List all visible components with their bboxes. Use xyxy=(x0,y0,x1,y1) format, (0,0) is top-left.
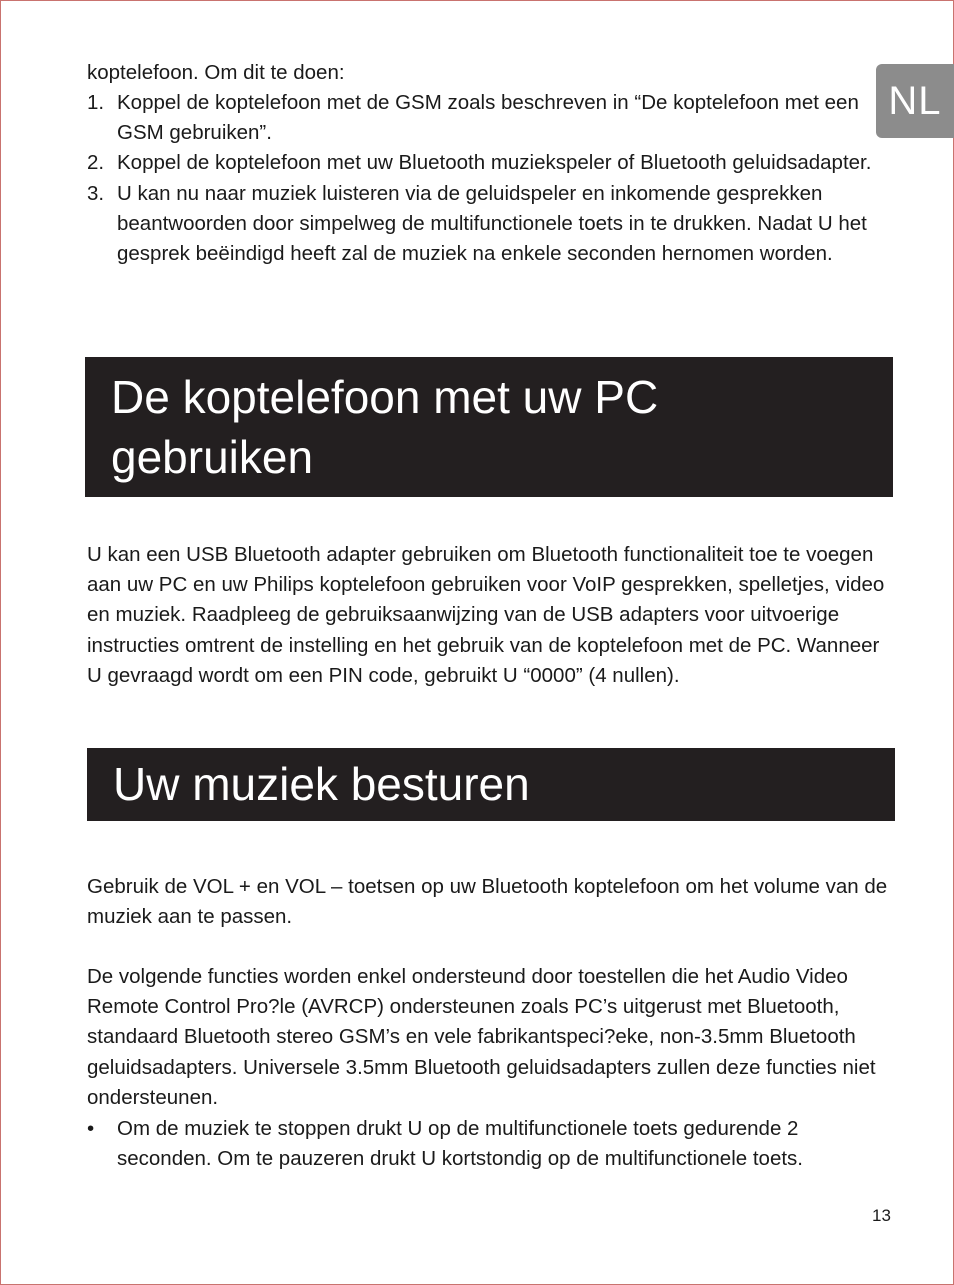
list-item xyxy=(87,179,897,270)
list-marker: 1. xyxy=(87,91,105,114)
list-item xyxy=(87,88,897,148)
list-marker: 3. xyxy=(87,181,105,205)
section-title: Uw muziek besturen xyxy=(113,758,530,810)
section-header-pc xyxy=(85,357,893,497)
bullet-list xyxy=(87,1114,897,1174)
language-tab: NL xyxy=(876,64,954,138)
list-item-text: Koppel de koptelefoon met de GSM zoals beschreven in “De koptelefoon met een GSM gebruiken”. xyxy=(117,91,859,145)
section-music-para2: De volgende functies worden enkel ondersteund door toestellen die het Audio Video Remote Control Pro?le (AVRCP) ondersteunen zoals PC’s uitgerust met Bluetooth, standaard Bluetooth stereo GSM’s en vele fabrikantspeci?eke, non-3.5mm Bluetooth geluidsadapters. Universele 3.5mm Bluetooth geluidsadapters zullen deze functies niet ondersteunen. xyxy=(87,965,876,1109)
section-title-line: gebruiken xyxy=(111,431,314,483)
list-item xyxy=(87,1114,897,1174)
section-header-music xyxy=(87,748,895,821)
section-title-line: De koptelefoon met uw PC xyxy=(111,371,659,423)
list-item-text: Koppel de koptelefoon met uw Bluetooth muziekspeler of Bluetooth geluidsadapter. xyxy=(117,151,872,175)
bullet-marker: • xyxy=(87,1117,95,1140)
list-item-text: Om de muziek te stoppen drukt U op de multifunctionele toets gedurende 2 seconden. Om te pauzeren drukt U kortstondig op de multifunctionele toets. xyxy=(117,1117,803,1171)
list-item-text: U kan nu naar muziek luisteren via de geluidspeler en inkomende gesprekken beantwoorden door simpelweg de multifunctionele toets in te drukken. Nadat U het gesprek beëindigd heeft zal de muziek na enkele seconden hernomen worden. xyxy=(117,181,867,266)
list-item xyxy=(87,148,897,178)
steps-list xyxy=(87,88,897,269)
list-marker: 2. xyxy=(87,151,105,175)
section-music-para1: Gebruik de VOL + en VOL – toetsen op uw Bluetooth koptelefoon om het volume van de muziek aan te passen. xyxy=(87,875,888,929)
section-pc-body: U kan een USB Bluetooth adapter gebruiken om Bluetooth functionaliteit toe te voegen aan uw PC en uw Philips koptelefoon gebruiken voor VoIP gesprekken, spelletjes, video en muziek. Raadpleeg de gebruiksaanwijzing van de USB adapters voor uitvoerige instructies omtrent de instelling en het gebruik van de koptelefoon met de PC. Wanneer U gevraagd wordt om een PIN code, gebruikt U “0000” (4 nullen). xyxy=(87,543,885,687)
intro-text: koptelefoon. Om dit te doen: xyxy=(87,61,345,84)
page-number: 13 xyxy=(872,1206,891,1225)
